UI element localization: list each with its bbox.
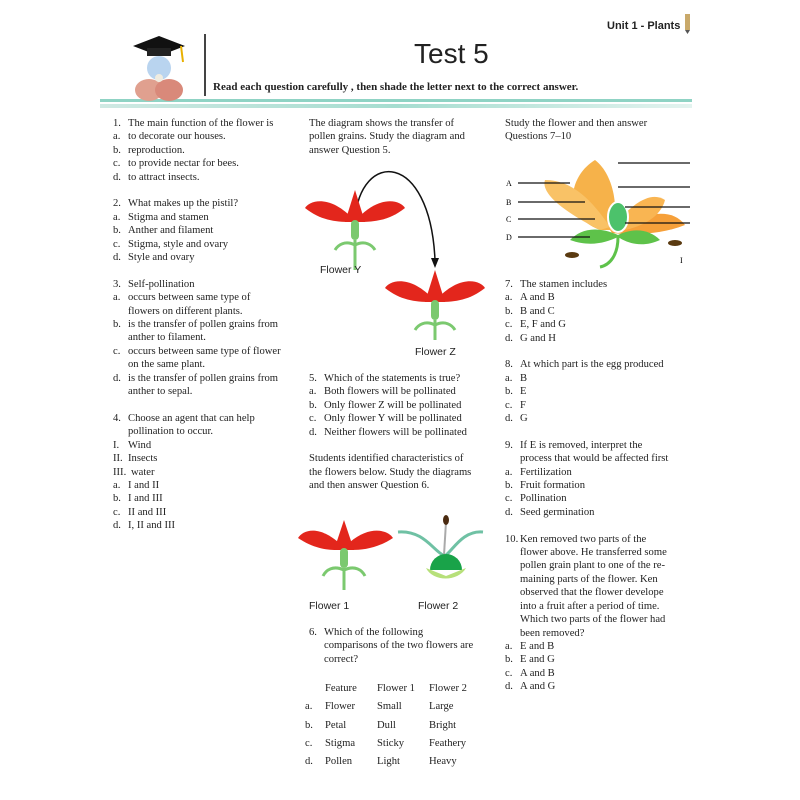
q3-option-c[interactable]: c. occurs between same type of flower	[113, 345, 281, 357]
question-5: 5. Which of the statements is true?	[309, 373, 461, 384]
flower-y-label: Flower Y	[320, 264, 362, 276]
pencil-icon	[680, 12, 694, 34]
column-3-questions: 7. The stamen includes a. A and B b. B and C c. E, F and G d. G and H 8. At which part is the egg produced a. B b. E c. F d. G 9. If E is removed, interpret the process that would be affected first a. Fertilization b. Fruit formation c. Pollination d. Seed germination 10. Ken removed two parts of the flower above. He transferred some pollen grain plant to one of the re- maining parts of the flower. Ken observed that the flower develope into a fruit after a period of time. Which two parts of the flower had been removed? a. E and B b. E and G c. A and B d. A and G	[505, 278, 695, 694]
flower-1-icon	[298, 520, 393, 590]
col3-intro: Study the flower and then answer Questions 7–10	[505, 118, 648, 143]
diagram-label-a: A	[506, 179, 512, 188]
diagram-label-c: C	[506, 215, 512, 224]
q2-option-b[interactable]: b. Anther and filament	[113, 225, 214, 237]
table-header: Feature Flower 1 Flower 2	[325, 683, 467, 694]
question-5-block: 5. Which of the statements is true? a. Both flowers will be pollinated b. Only flower Z will be pollinated c. Only flower Y will be pollinated d. Neither flowers will be pollinated Students identified characteristics of the flowers below. Study the diagrams and then answer Question 6.	[309, 372, 501, 493]
q5-option-c[interactable]: c. Only flower Y will be pollinated	[309, 413, 462, 425]
table-row[interactable]: d. Pollen Light Heavy	[305, 756, 457, 768]
table-row[interactable]: a. Flower Small Large	[305, 701, 454, 713]
table-row[interactable]: b. Petal Dull Bright	[305, 719, 457, 731]
question-7: 7. The stamen includes	[505, 279, 608, 290]
q3-option-b[interactable]: b. is the transfer of pollen grains from	[113, 319, 279, 331]
q7-option-a[interactable]: a. A and B	[505, 292, 555, 304]
q9-option-a[interactable]: a. Fertilization	[505, 466, 572, 478]
flowers-comparison-diagram	[298, 510, 498, 590]
q7-option-c[interactable]: c. E, F and G	[505, 319, 566, 331]
question-2: 2. What makes up the pistil?	[113, 198, 239, 210]
q4-option-b[interactable]: b. I and III	[113, 493, 163, 505]
q2-option-c[interactable]: c. Stigma, style and ovary	[113, 238, 229, 250]
divider	[204, 34, 206, 96]
q8-option-d[interactable]: d. G	[505, 413, 528, 425]
col2-intro: The diagram shows the transfer of pollen grains. Study the diagram and answer Question 5.	[309, 118, 465, 156]
instructions: Read each question carefully , then shade the letter next to the correct answer.	[213, 81, 579, 93]
agent-1: I. Wind	[113, 439, 152, 451]
flower-y-icon	[305, 190, 405, 270]
flower-2-icon	[398, 515, 483, 579]
q5-option-b[interactable]: b. Only flower Z will be pollinated	[309, 399, 462, 411]
question-1: 1. The main function of the flower is	[113, 118, 274, 129]
q10-option-d[interactable]: d. A and G	[505, 681, 556, 693]
q9-option-d[interactable]: d. Seed germination	[505, 506, 595, 518]
graduate-mascot-icon	[125, 32, 190, 102]
diagram-label-i: I	[680, 256, 683, 265]
diagram-label-b: B	[506, 198, 512, 207]
q8-option-c[interactable]: c. F	[505, 399, 526, 411]
q4-option-c[interactable]: c. II and III	[113, 506, 167, 518]
q9-option-b[interactable]: b. Fruit formation	[505, 480, 586, 492]
agent-3: III. water	[113, 466, 155, 478]
diagram-label-d: D	[506, 233, 512, 242]
q5-option-d[interactable]: d. Neither flowers will be pollinated	[309, 426, 467, 438]
table-row[interactable]: c. Stigma Sticky Feathery	[305, 737, 467, 749]
pollen-transfer-diagram	[300, 160, 500, 345]
q10-option-c[interactable]: c. A and B	[505, 667, 555, 679]
question-9: 9. If E is removed, interpret the	[505, 439, 643, 451]
q2-option-d[interactable]: d. Style and ovary	[113, 252, 195, 264]
page-title: Test 5	[414, 38, 489, 69]
question-8: 8. At which part is the egg produced	[505, 359, 664, 371]
flower-2-label: Flower 2	[418, 600, 459, 612]
q4-option-d[interactable]: d. I, II and III	[113, 520, 176, 532]
unit-label: Unit 1 - Plants	[607, 20, 681, 32]
q1-option-d[interactable]: d. to attract insects.	[113, 171, 200, 183]
q9-option-c[interactable]: c. Pollination	[505, 493, 567, 505]
comparison-table	[305, 683, 467, 774]
agent-2: II. Insects	[113, 453, 158, 465]
flower-1-label: Flower 1	[309, 600, 350, 612]
q10-option-a[interactable]: a. E and B	[505, 640, 555, 652]
flower-z-icon	[385, 270, 485, 340]
q10-option-b[interactable]: b. E and G	[505, 654, 555, 666]
q8-option-a[interactable]: a. B	[505, 372, 528, 384]
column-1: 1. The main function of the flower is a. to decorate our houses. b. reproduction. c. to provide nectar for bees. d. to attract insects. 2. What makes up the pistil? a. Stigma and stamen b. Anther and filament c. Stigma, style and ovary d. Style and ovary 3. Self-pollination a. occurs between same type of flowers on different plants. b. is the transfer of pollen grains from anther to filament. c. occurs between same type of flower on the same plant. d. is the transfer of pollen grains from anther to sepal. 4. Choose an agent that can help pollination to occur. I. Wind II. Insects III. water a. I and II b. I and III c. II and III d. I, II and III	[113, 117, 303, 533]
q8-option-b[interactable]: b. E	[505, 386, 527, 398]
q2-option-a[interactable]: a. Stigma and stamen	[113, 211, 209, 223]
q4-option-a[interactable]: a. I and II	[113, 479, 160, 491]
q3-option-d[interactable]: d. is the transfer of pollen grains from	[113, 372, 279, 384]
q7-option-b[interactable]: b. B and C	[505, 305, 555, 317]
q5-option-a[interactable]: a. Both flowers will be pollinated	[309, 386, 456, 398]
question-3: 3. Self-pollination	[113, 278, 195, 290]
q7-option-d[interactable]: d. G and H	[505, 332, 556, 344]
q1-option-b[interactable]: b. reproduction.	[113, 144, 185, 156]
flower-z-label: Flower Z	[415, 346, 456, 358]
question-6: 6. Which of the following comparisons of the two flowers are correct?	[309, 627, 474, 665]
q3-option-a[interactable]: a. occurs between same type of	[113, 292, 251, 304]
flower-parts-diagram	[500, 155, 695, 270]
question-10: 10. Ken removed two parts of the	[505, 533, 647, 545]
q1-option-c[interactable]: c. to provide nectar for bees.	[113, 158, 239, 170]
question-4: 4. Choose an agent that can help	[113, 412, 255, 424]
q1-option-a[interactable]: a. to decorate our houses.	[113, 131, 226, 143]
header-band-light	[100, 104, 692, 108]
